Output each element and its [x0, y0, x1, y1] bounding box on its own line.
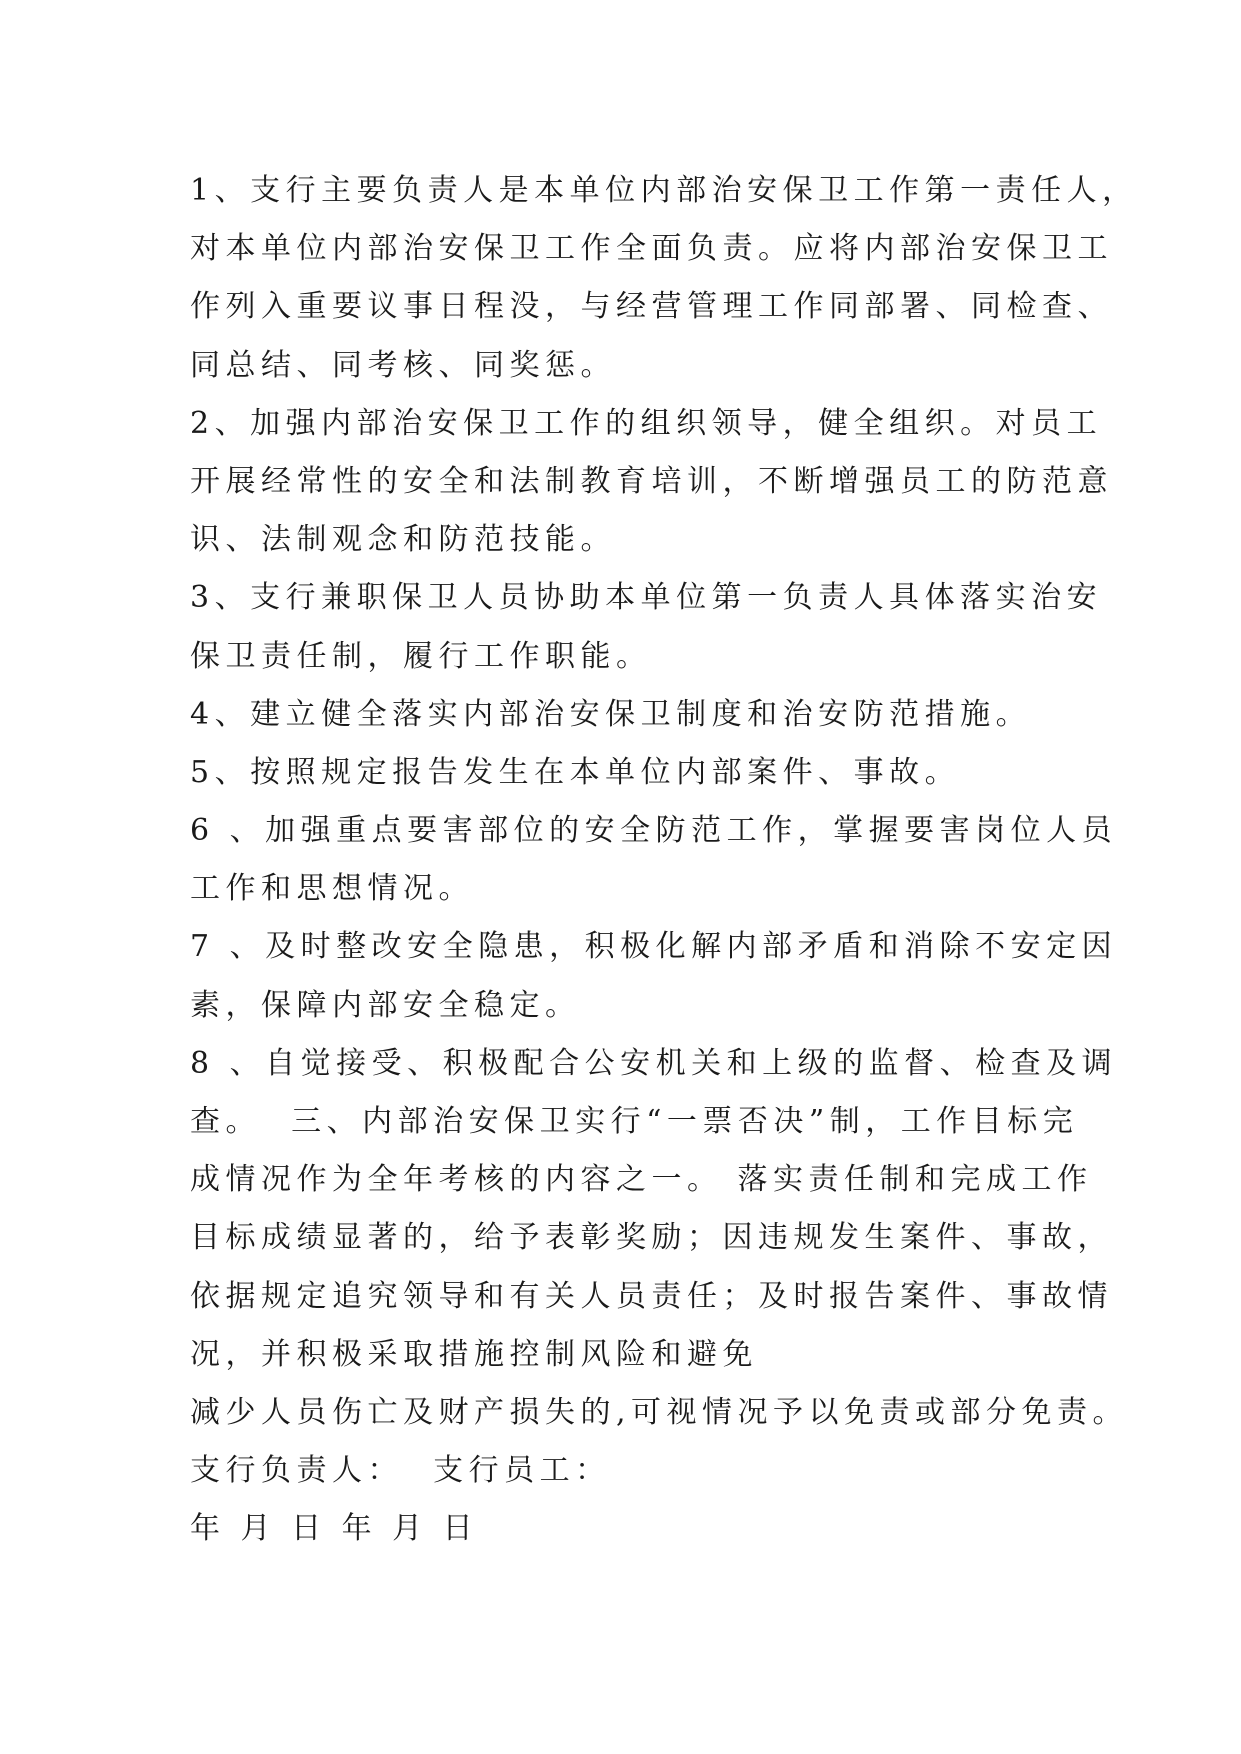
text-line: 7 、及时整改安全隐患，积极化解内部矛盾和消除不安定因	[190, 929, 1118, 965]
text-line: 目标成绩显著的，给予表彰奖励；因违规发生案件、事故，	[190, 1220, 1113, 1256]
text-line: 保卫责任制，履行工作职能。	[190, 638, 652, 674]
text-line: 1、支行主要负责人是本单位内部治安保卫工作第一责任人，	[190, 173, 1138, 208]
text-line: 4、建立健全落实内部治安保卫制度和治安防范措施。	[190, 696, 1032, 732]
text-line: 依据规定追究领导和有关人员责任；及时报告案件、事故情	[190, 1278, 1113, 1314]
text-line: 5、按照规定报告发生在本单位内部案件、事故。	[190, 754, 961, 790]
text-line: 6 、加强重点要害部位的安全防范工作，掌握要害岗位人员	[190, 813, 1118, 849]
text-line: 作列入重要议事日程没，与经营管理工作同部署、同检查、	[190, 289, 1113, 325]
text-line: 3、支行兼职保卫人员协助本单位第一负责人具体落实治安	[190, 580, 1103, 616]
text-line: 2、加强内部治安保卫工作的组织领导，健全组织。对员工	[190, 405, 1103, 441]
text-line: 素，保障内部安全稳定。	[190, 987, 581, 1023]
date-line: 年 月 日 年 月 日	[190, 1511, 479, 1547]
text-line: 况，并积极采取措施控制风险和避免	[190, 1336, 758, 1372]
text-line: 查。 三、内部治安保卫实行“一票否决”制，工作目标完	[190, 1104, 1079, 1139]
signature-line: 支行负责人： 支行员工：	[190, 1453, 611, 1489]
text-line: 8 、自觉接受、积极配合公安机关和上级的监督、检查及调	[190, 1045, 1118, 1081]
document-body	[190, 162, 1138, 1559]
text-line: 对本单位内部治安保卫工作全面负责。应将内部治安保卫工	[190, 231, 1113, 267]
text-line: 工作和思想情况。	[190, 871, 474, 907]
text-line: 成情况作为全年考核的内容之一。 落实责任制和完成工作	[190, 1162, 1093, 1198]
text-line: 同总结、同考核、同奖惩。	[190, 347, 616, 383]
text-line: 识、法制观念和防范技能。	[190, 522, 616, 558]
text-line: 开展经常性的安全和法制教育培训，不断增强员工的防范意	[190, 463, 1113, 499]
text-line: 减少人员伤亡及财产损失的,可视情况予以免责或部分免责。	[190, 1394, 1129, 1430]
